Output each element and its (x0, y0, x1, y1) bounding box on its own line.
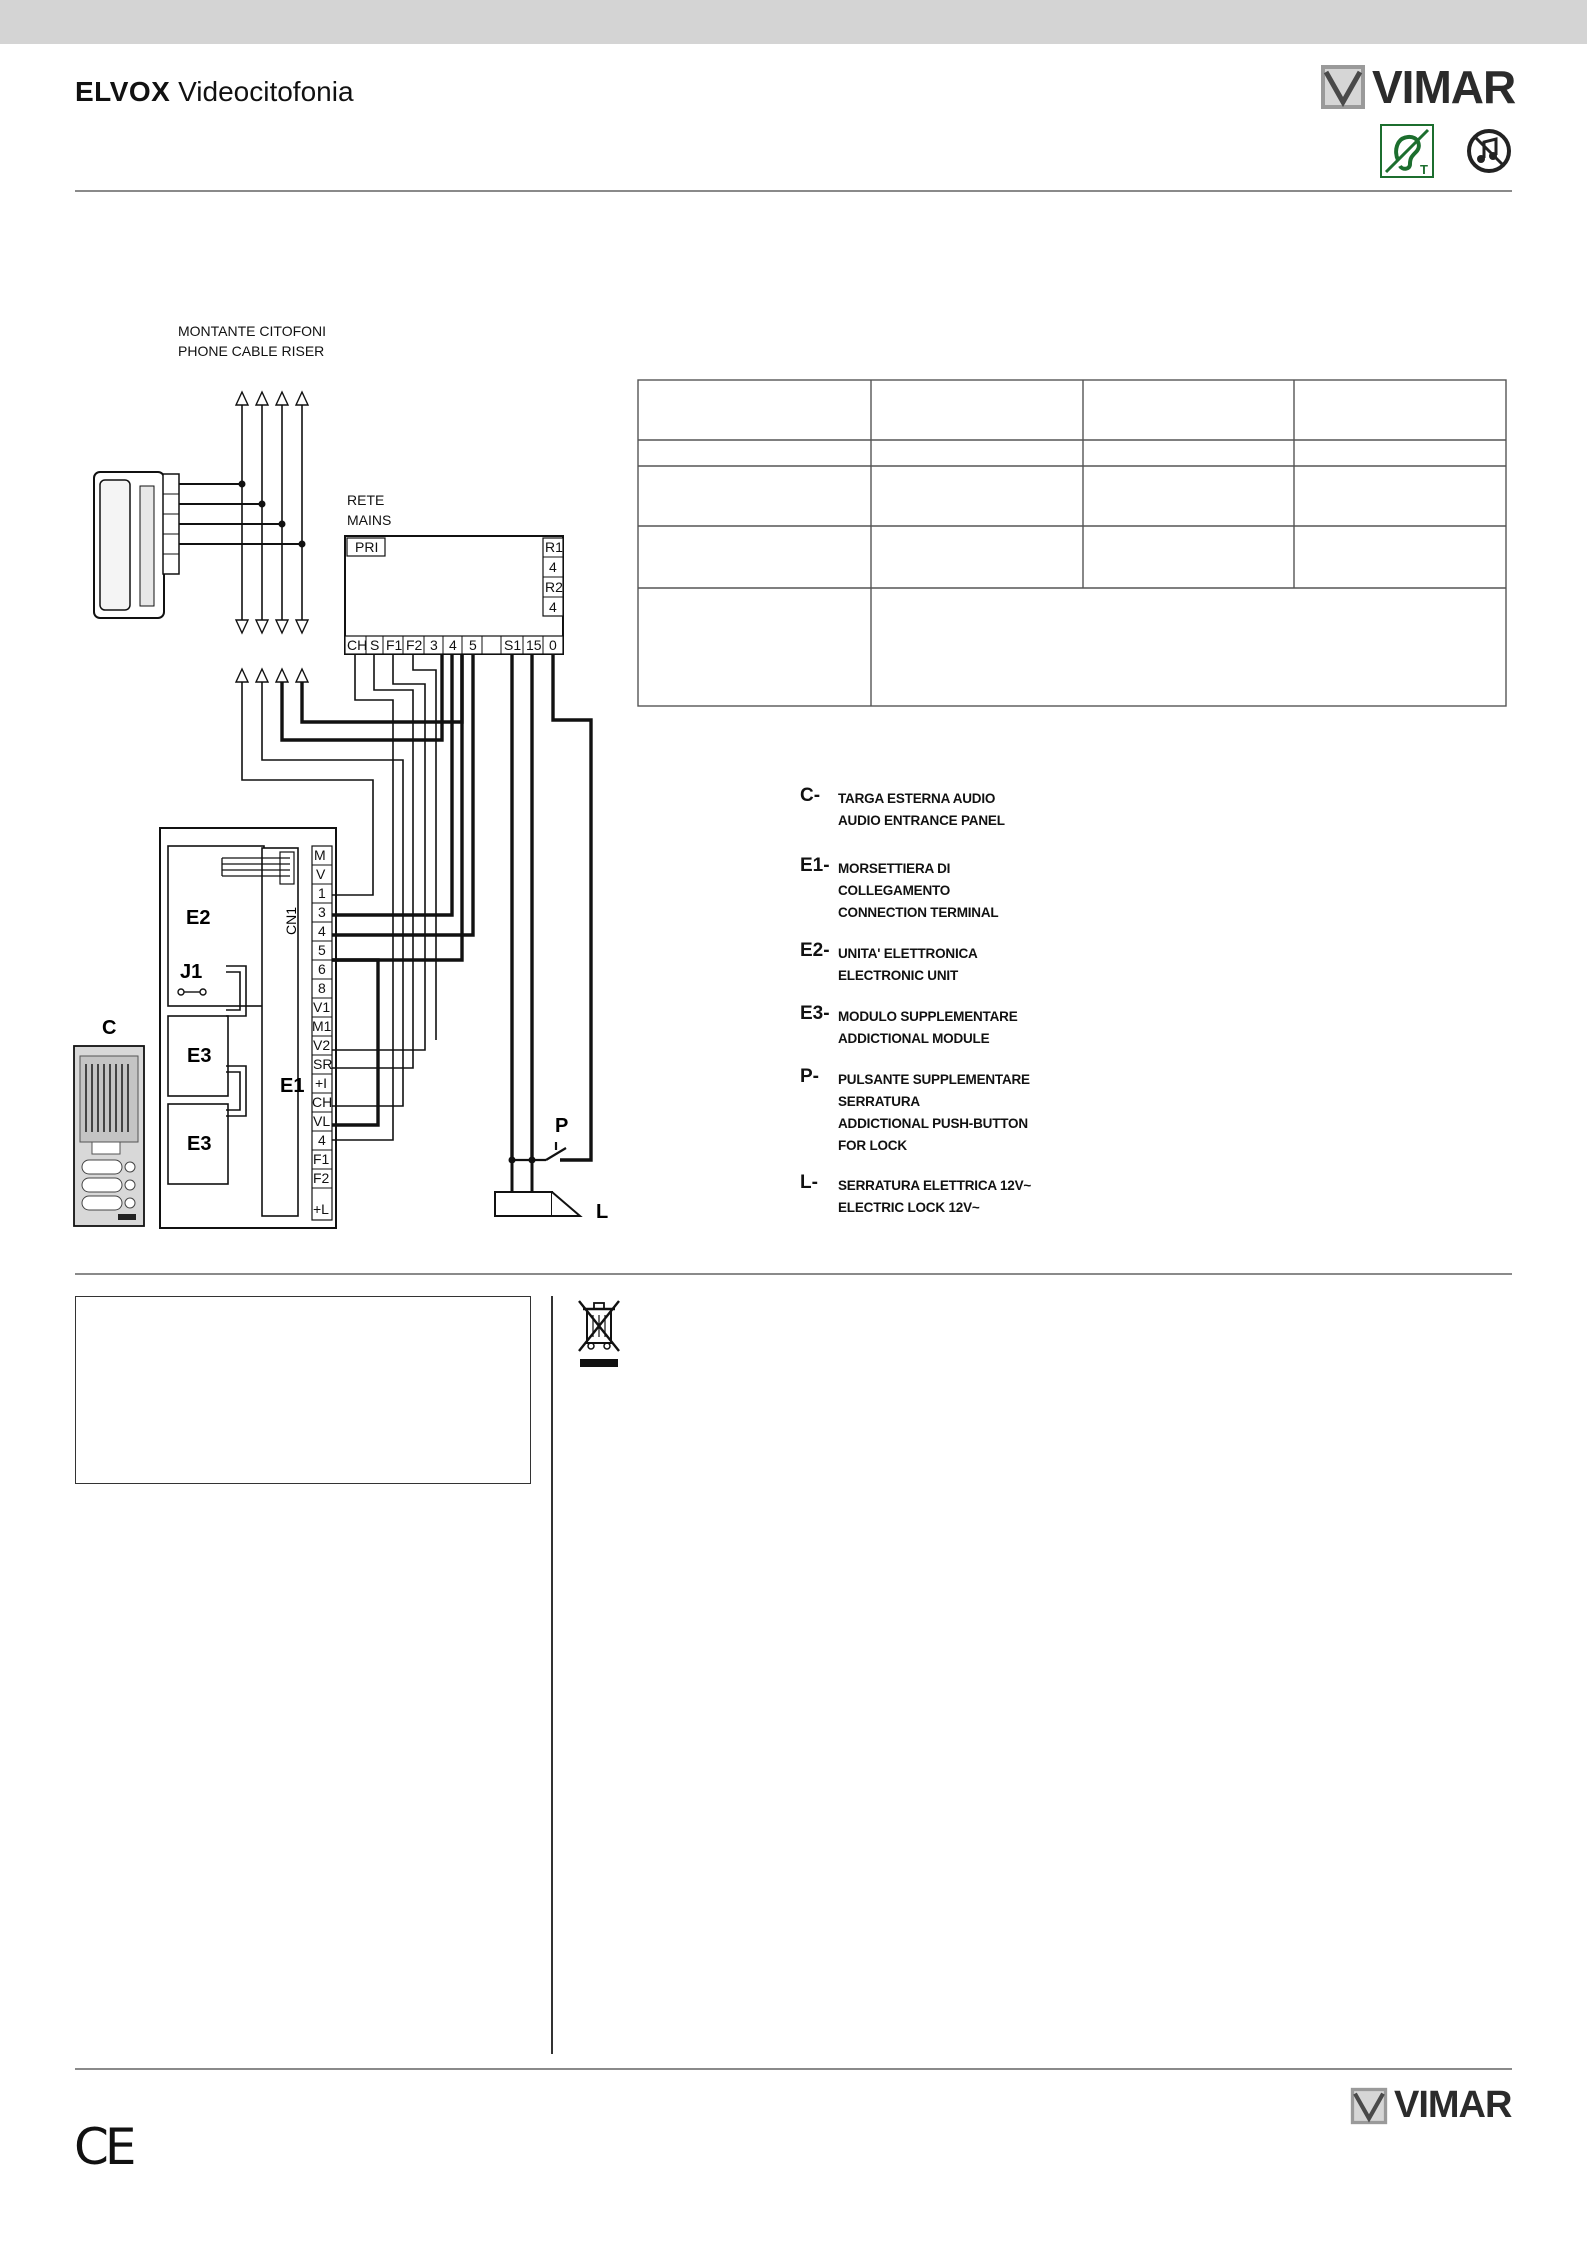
psu-bottom-terminal: S (370, 637, 380, 653)
legend-line: ELECTRONIC UNIT (838, 968, 958, 983)
column-divider (551, 1296, 553, 2054)
legend-key: L- (800, 1172, 818, 1193)
legend-line: TARGA ESTERNA AUDIO (838, 791, 996, 806)
label-e3-second: E3 (187, 1133, 212, 1155)
psu-right-terminal: R1 (545, 539, 563, 555)
svg-text:T: T (1420, 162, 1428, 177)
panel-terminal: 3 (318, 904, 326, 920)
legend-key: E1- (800, 855, 830, 876)
power-supply (345, 536, 563, 654)
footer-vimar-logo-text: VIMAR (1394, 2084, 1512, 2126)
riser-lines (242, 395, 302, 628)
riser-label-it: MONTANTE CITOFONI (178, 323, 327, 339)
legend-key: E3- (800, 1003, 830, 1024)
legend-line: PULSANTE SUPPLEMENTARE (838, 1072, 1030, 1087)
psu-right-terminal: 4 (549, 599, 557, 615)
audio-entrance-panel (74, 1046, 144, 1226)
panel-terminal: F1 (313, 1151, 330, 1167)
label-l: L (596, 1201, 609, 1223)
push-button-p (512, 1142, 566, 1160)
crossed-bin-icon (574, 1297, 624, 1371)
technical-table (638, 380, 1506, 706)
panel-terminal: 5 (318, 942, 326, 958)
legend-line: SERRATURA (838, 1094, 920, 1109)
legend-line: MODULO SUPPLEMENTARE (838, 1009, 1018, 1024)
panel-terminal: 8 (318, 980, 326, 996)
junction-dots (239, 481, 306, 548)
label-e3-first: E3 (187, 1045, 212, 1067)
legend-key: P- (800, 1066, 819, 1087)
legend-item-e2 (800, 940, 1300, 1003)
psu-right-terminal: R2 (545, 579, 563, 595)
footer-vimar-logo (1350, 2084, 1511, 2127)
panel-terminal: 1 (318, 885, 326, 901)
psu-pri-label: PRI (355, 539, 379, 555)
panel-terminal: V (316, 866, 326, 882)
psu-bottom-terminal: 5 (469, 637, 477, 653)
entrance-panel-enclosure (160, 828, 336, 1228)
section-divider (75, 1273, 1512, 1275)
psu-bottom-terminal: 4 (449, 637, 457, 653)
panel-terminal: +I (315, 1075, 328, 1091)
legend-key: C- (800, 785, 821, 806)
panel-terminal: 4 (318, 923, 326, 939)
ce-mark: CE (74, 2118, 133, 2176)
psu-bottom-terminal: F1 (386, 637, 403, 653)
legend-item-e3 (800, 1003, 1300, 1066)
label-cn1: CN1 (283, 906, 299, 935)
legend-line: ELECTRIC LOCK 12V~ (838, 1200, 980, 1215)
panel-terminal: VL (313, 1113, 331, 1129)
vimar-logo-text: VIMAR (1372, 61, 1516, 113)
legend-key: E2- (800, 940, 830, 961)
psu-bottom-terminal: CH (347, 637, 368, 653)
legend-line: AUDIO ENTRANCE PANEL (838, 813, 1005, 828)
psu-bottom-terminal: 3 (430, 637, 438, 653)
mains-label-it: RETE (347, 492, 385, 508)
legend-line: ADDICTIONAL PUSH-BUTTON (838, 1116, 1028, 1131)
brand-light: Videocitofonia (178, 76, 354, 107)
psu-bottom-terminal: S1 (504, 637, 522, 653)
legend-line: UNITA' ELETTRONICA (838, 946, 978, 961)
label-e1: E1 (280, 1075, 305, 1097)
psu-bottom-terminal: F2 (406, 637, 423, 653)
legend-line: COLLEGAMENTO (838, 883, 951, 898)
legend-line: FOR LOCK (838, 1138, 907, 1153)
legend-line: MORSETTIERA DI (838, 861, 951, 876)
psu-right-terminal: 4 (549, 559, 557, 575)
panel-terminal: 6 (318, 961, 326, 977)
label-c: C (102, 1017, 117, 1039)
legend-line: CONNECTION TERMINAL (838, 905, 999, 920)
brand-bold: ELVOX (75, 76, 171, 107)
riser-arrows (236, 392, 308, 682)
intercom-handset (94, 472, 179, 618)
psu-bottom-terminal: 15 (526, 637, 542, 653)
mains-label-en: MAINS (347, 512, 392, 528)
legend-line: SERRATURA ELETTRICA 12V~ (838, 1178, 1032, 1193)
legend-line: ADDICTIONAL MODULE (838, 1031, 990, 1046)
note-box (75, 1296, 531, 1484)
panel-terminal: M1 (312, 1018, 332, 1034)
electric-lock (495, 1160, 580, 1216)
panel-terminal: V2 (313, 1037, 331, 1053)
panel-terminal: F2 (313, 1170, 330, 1186)
handset-connections (179, 484, 302, 544)
legend-item-p (800, 1066, 1300, 1172)
legend-item-l (800, 1172, 1300, 1232)
vimar-logo-icon (1350, 2087, 1388, 2125)
legend-item-e1 (800, 855, 1300, 940)
label-j1: J1 (180, 961, 203, 983)
label-e2: E2 (186, 907, 211, 929)
riser-label-en: PHONE CABLE RISER (178, 343, 325, 359)
panel-terminal: M (314, 847, 326, 863)
panel-terminal: 4 (318, 1132, 326, 1148)
legend-item-c (800, 785, 1300, 855)
panel-terminal: SR (313, 1056, 333, 1072)
psu-bottom-terminal: 0 (549, 637, 557, 653)
footer-divider (75, 2068, 1512, 2070)
label-p: P (555, 1115, 569, 1137)
panel-terminal: V1 (313, 999, 331, 1015)
panel-terminal: CH (312, 1094, 333, 1110)
panel-terminal: +L (313, 1201, 329, 1217)
legend (800, 785, 1300, 1232)
